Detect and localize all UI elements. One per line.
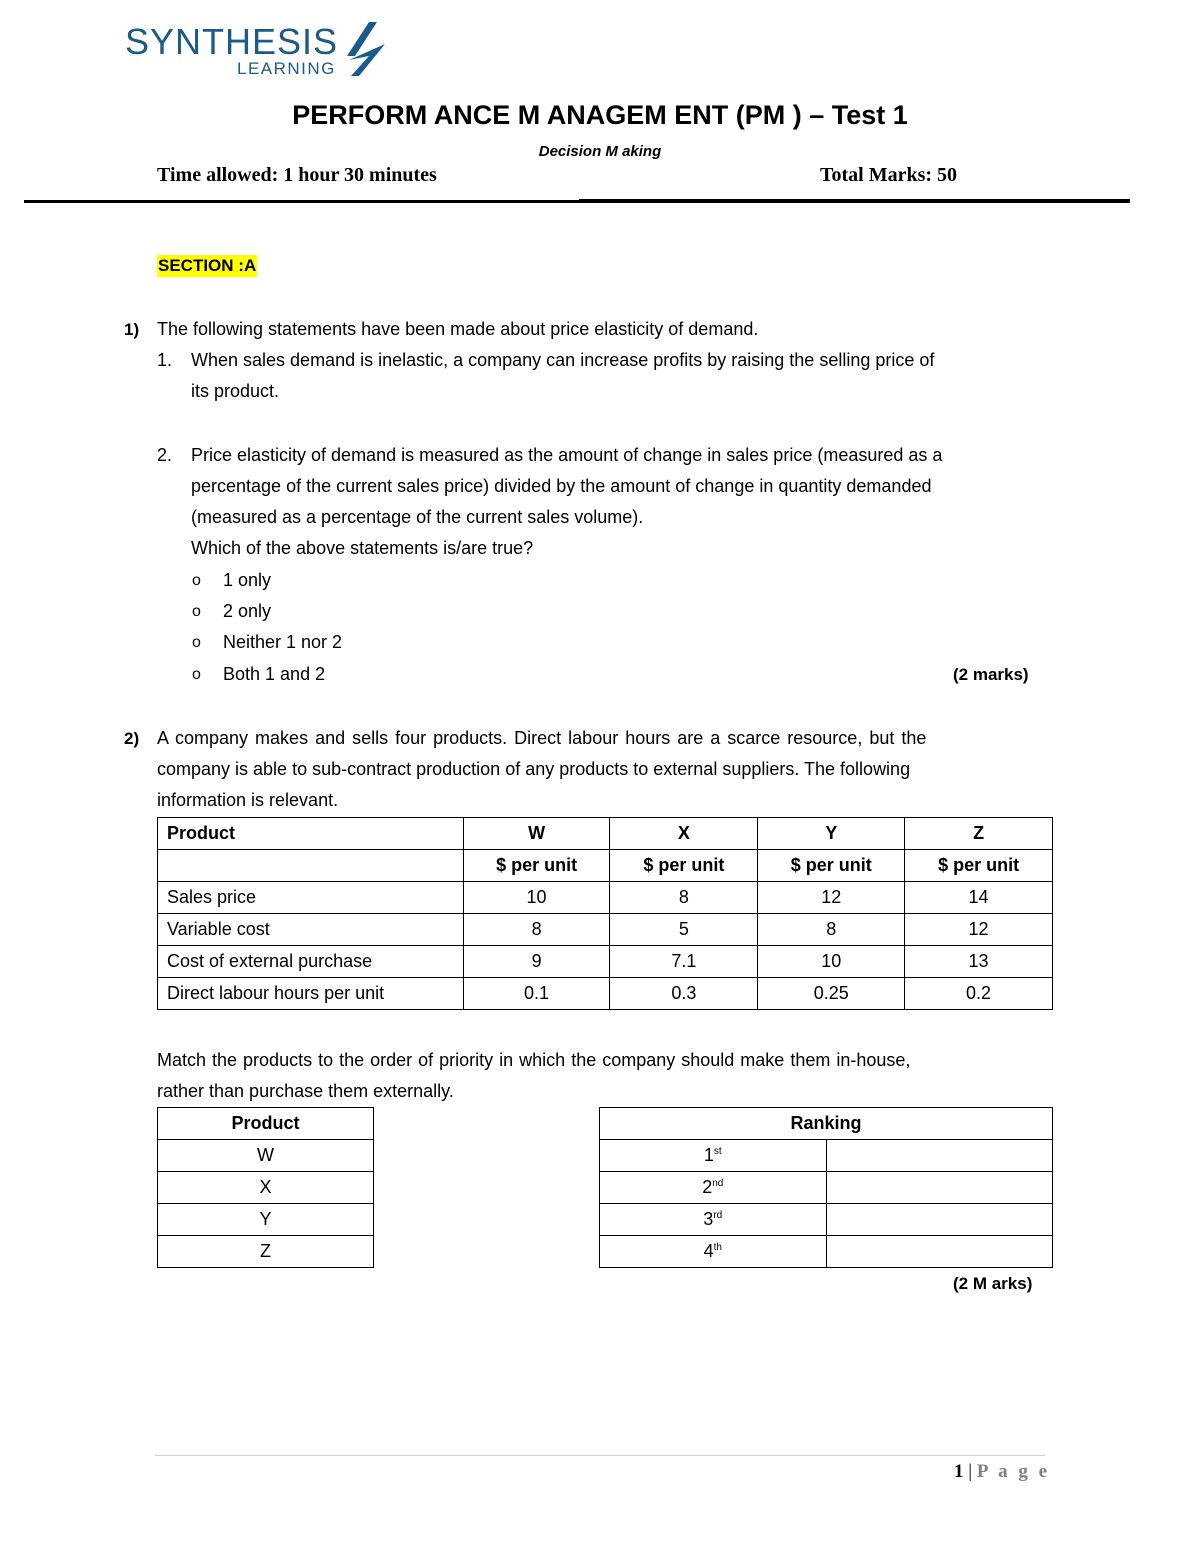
table-row (600, 1140, 1053, 1172)
rank-answer-slot[interactable] (826, 1236, 1052, 1268)
table-row (600, 1236, 1053, 1268)
rank-label: 4th (600, 1236, 827, 1268)
table-row-label: Sales price (158, 882, 464, 914)
table-units-cell: $ per unit (758, 850, 905, 882)
table-header-row (158, 1108, 374, 1140)
footer-divider (155, 1455, 1045, 1456)
table-header-cell: Z (905, 818, 1053, 850)
table-cell: 12 (758, 882, 905, 914)
option-bullet: o (192, 572, 201, 589)
ranking-table (599, 1107, 1053, 1268)
q1-statement2-line3: (measured as a percentage of the current sales volume). (191, 507, 644, 527)
logo-sub-text: LEARNING (237, 59, 336, 78)
q1-intro: The following statements have been made about price elasticity of demand. (157, 319, 759, 339)
q1-statement2-number: 2. (157, 445, 173, 465)
table-row-label: Variable cost (158, 914, 464, 946)
header-divider-left (24, 200, 579, 203)
table-cell: 8 (463, 914, 610, 946)
table-cell: 8 (610, 882, 758, 914)
table-cell: 7.1 (610, 946, 758, 978)
table-cell: 0.2 (905, 978, 1053, 1010)
q1-marks: (2 marks) (953, 665, 1029, 684)
page-footer (954, 1461, 1050, 1483)
option-bullet: o (192, 634, 201, 651)
rank-label: 2nd (600, 1172, 827, 1204)
q2-intro-line3: information is relevant. (157, 790, 339, 810)
q2-match-line2: rather than purchase them externally. (157, 1081, 454, 1101)
table-row (600, 1172, 1053, 1204)
table-row (158, 978, 1053, 1010)
table-cell: 10 (758, 946, 905, 978)
q1-option-1[interactable]: 1 only (223, 570, 272, 590)
table-cell: 0.1 (463, 978, 610, 1010)
table-cell: 0.25 (758, 978, 905, 1010)
rank-label: 1st (600, 1140, 827, 1172)
table-row (158, 1236, 374, 1268)
table-row-label: Cost of external purchase (158, 946, 464, 978)
table-cell: 13 (905, 946, 1053, 978)
page-number: 1 (954, 1461, 964, 1482)
product-cell[interactable]: X (158, 1172, 374, 1204)
table-units-cell (158, 850, 464, 882)
products-list-table (157, 1107, 374, 1268)
q1-question: Which of the above statements is/are true? (191, 538, 534, 558)
q2-match-line1: Match the products to the order of priority in which the company should make them in-house, (157, 1050, 911, 1070)
q1-option-3[interactable]: Neither 1 nor 2 (223, 632, 343, 652)
q1-number: 1) (124, 320, 140, 339)
logo-slash-icon (339, 22, 389, 78)
table-row (158, 1172, 374, 1204)
table-cell: 10 (463, 882, 610, 914)
table-row (158, 946, 1053, 978)
footer-separator: | (968, 1461, 973, 1482)
section-label: SECTION :A (158, 256, 257, 275)
table-cell: 14 (905, 882, 1053, 914)
table-row (158, 1140, 374, 1172)
table-cell: 5 (610, 914, 758, 946)
rank-answer-slot[interactable] (826, 1140, 1052, 1172)
rank-answer-slot[interactable] (826, 1204, 1052, 1236)
table-cell: 8 (758, 914, 905, 946)
rank-label: 3rd (600, 1204, 827, 1236)
q2-intro-line1: A company makes and sells four products. Direct labour hours are a scarce resource, but the (157, 728, 927, 748)
table-units-cell: $ per unit (463, 850, 610, 882)
q1-statement1-number: 1. (157, 350, 173, 370)
table-cell: 0.3 (610, 978, 758, 1010)
page-label: P a g e (976, 1461, 1051, 1482)
q1-statement1-line1: When sales demand is inelastic, a company can increase profits by raising the selling price of (191, 350, 935, 370)
product-cell[interactable]: Y (158, 1204, 374, 1236)
table-header-cell: W (463, 818, 610, 850)
table-header-row (600, 1108, 1053, 1140)
rank-answer-slot[interactable] (826, 1172, 1052, 1204)
table-units-cell: $ per unit (610, 850, 758, 882)
table-header-cell: X (610, 818, 758, 850)
table-row (158, 914, 1053, 946)
table-header-cell: Product (158, 818, 464, 850)
q2-marks: (2 M arks) (953, 1274, 1033, 1293)
page-subtitle: Decision M aking (538, 143, 662, 160)
products-header: Product (158, 1108, 374, 1140)
option-bullet: o (192, 666, 201, 683)
table-row (600, 1204, 1053, 1236)
table-units-cell: $ per unit (905, 850, 1053, 882)
product-data-table (157, 817, 1053, 1010)
table-row (158, 1204, 374, 1236)
q2-intro-line2: company is able to sub-contract production of any products to external suppliers. The following (157, 759, 911, 779)
logo-main-text: SYNTHESIS (125, 21, 339, 62)
q1-option-2[interactable]: 2 only (223, 601, 272, 621)
product-cell[interactable]: W (158, 1140, 374, 1172)
table-header-cell: Y (758, 818, 905, 850)
table-cell: 9 (463, 946, 610, 978)
page-title: PERFORM ANCE M ANAGEM ENT (PM ) – Test 1 (292, 100, 908, 130)
time-allowed: Time allowed: 1 hour 30 minutes (157, 164, 437, 186)
q1-statement2-line2: percentage of the current sales price) divided by the amount of change in quantity demanded (191, 476, 932, 496)
total-marks: Total Marks: 50 (820, 164, 958, 186)
q1-option-4[interactable]: Both 1 and 2 (223, 664, 326, 684)
option-bullet: o (192, 603, 201, 620)
table-row (158, 882, 1053, 914)
ranking-header: Ranking (600, 1108, 1053, 1140)
q1-statement1-line2: its product. (191, 381, 280, 401)
product-cell[interactable]: Z (158, 1236, 374, 1268)
header-divider-right (579, 199, 1130, 203)
table-row-label: Direct labour hours per unit (158, 978, 464, 1010)
table-cell: 12 (905, 914, 1053, 946)
q2-number: 2) (124, 729, 140, 748)
q1-statement2-line1: Price elasticity of demand is measured as the amount of change in sales price (measured as a (191, 445, 943, 465)
table-units-row (158, 850, 1053, 882)
table-header-row (158, 818, 1053, 850)
synthesis-learning-logo (125, 22, 395, 78)
